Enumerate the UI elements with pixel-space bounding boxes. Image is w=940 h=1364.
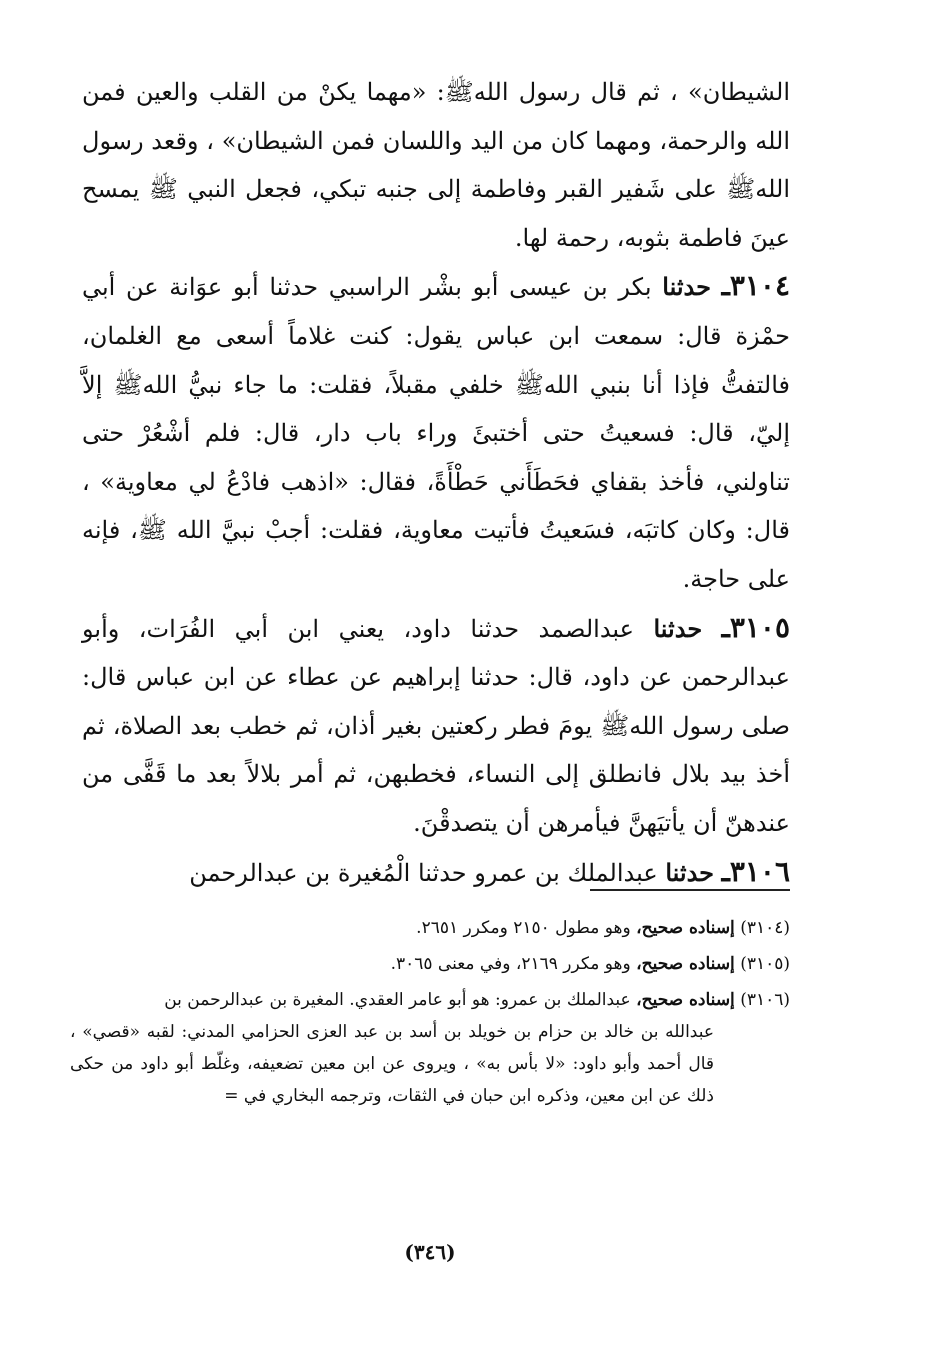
hadith-number: ٣١٠٥ـ — [721, 610, 790, 644]
page-number: (٣٤٦) — [404, 1240, 456, 1264]
footnote-separator — [590, 889, 790, 891]
footnote-text: وهو مكرر ٢١٦٩، وفي معنى ٣٠٦٥. — [390, 954, 631, 974]
intro-paragraph: الشيطان» ، ثم قال رسول اللهﷺ: «مهما يكنْ من القلب والعين فمن الله والرحمة، ومهما كان من اليد واللسان فمن الشيطان» ، وقعد رسول اللهﷺ على شَفير القبر وفاطمة إلى جنبه تبكي، فجعل النبي ﷺ يمسح عينَ فاطمة بثوبه، رحمة لها. — [82, 78, 790, 252]
footnote-grading: إسناده صحيح، — [636, 954, 735, 974]
footnote-ref: (٣١٠٦) — [740, 990, 790, 1010]
footnote-3104 — [70, 912, 790, 944]
hadith-text: عبدالملك بن عمرو حدثنا الْمُغيرة بن عبدالرحمن — [189, 858, 658, 887]
footnote-grading: إسناده صحيح، — [636, 918, 735, 938]
footnote-grading: إسناده صحيح، — [636, 990, 735, 1010]
footnote-continuation: عبدالله بن خالد بن حزام بن خويلد بن أسد بن عبد العزى الحزامي المدني: لقبه «قصي» ، قال أحمد وأبو داود: «لا بأس به» ، ويروى عن ابن معين تضعيفه، وغلّط أبو داود من حكى ذلك عن ابن معين، وذكره ابن حبان في الثقات، وترجمه البخاري في = — [70, 1022, 714, 1106]
hadith-3105 — [82, 604, 790, 848]
hadith-text: بكر بن عيسى أبو بشْر الراسبي حدثنا أبو عوَانة عن أبي حمْزة قال: سمعت ابن عباس يقول: كنت غلاماً أسعى مع الغلمان، فالتفتُّ فإذا أنا بنبي اللهﷺ خلفي مقبلاً، فقلت: ما جاء نبيُّ اللهﷺ إلاَّ إليّ، قال: فسعيتُ حتى أختبئَ وراء باب دار، قال: فلم أشْعُرْ حتى تناولني، فأخذ بقفاي فحَطَأَني حَطْأَةً، فقال: «اذهب فادْعُ لي معاوية» ، قال: وكان كاتبَه، فسَعيتُ فأتيت معاوية، فقلت: أجبْ نبيَّ الله ﷺ، فإنه على حاجة. — [82, 273, 790, 593]
footnote-text: عبدالملك بن عمرو: هو أبو عامر العقدي. المغيرة بن عبدالرحمن بن — [164, 990, 631, 1010]
footnotes — [70, 912, 790, 1116]
footnote-3105 — [70, 948, 790, 980]
hadith-lead: حدثنا — [662, 272, 711, 302]
footnote-ref: (٣١٠٤) — [740, 918, 790, 938]
hadith-3104 — [82, 262, 790, 603]
hadith-lead: حدثنا — [653, 613, 703, 643]
hadith-lead: حدثنا — [665, 857, 714, 887]
main-text — [82, 68, 790, 897]
footnote-3106 — [70, 984, 790, 1112]
hadith-number: ٣١٠٦ـ — [721, 854, 790, 888]
hadith-number: ٣١٠٤ـ — [721, 269, 790, 303]
footnote-ref: (٣١٠٥) — [740, 954, 790, 974]
footnote-text: وهو مطول ٢١٥٠ ومكرر ٢٦٥١. — [416, 918, 631, 938]
hadith-text: عبدالصمد حدثنا داود، يعني ابن أبي الفُرَات، وأبو عبدالرحمن عن داود، قال: حدثنا إبراهيم عن عطاء عن ابن عباس قال: صلى رسول اللهﷺ يومَ فطر ركعتين بغير أذان، ثم خطب بعد الصلاة، ثم أخذ بيد بلال فانطلق إلى النساء، فخطبهن، ثم أمر بلالاً بعد ما قَفَّى من عندهنّ أن يأتيَهنَّ فيأمرهن أن يتصدقْنَ. — [82, 614, 790, 837]
